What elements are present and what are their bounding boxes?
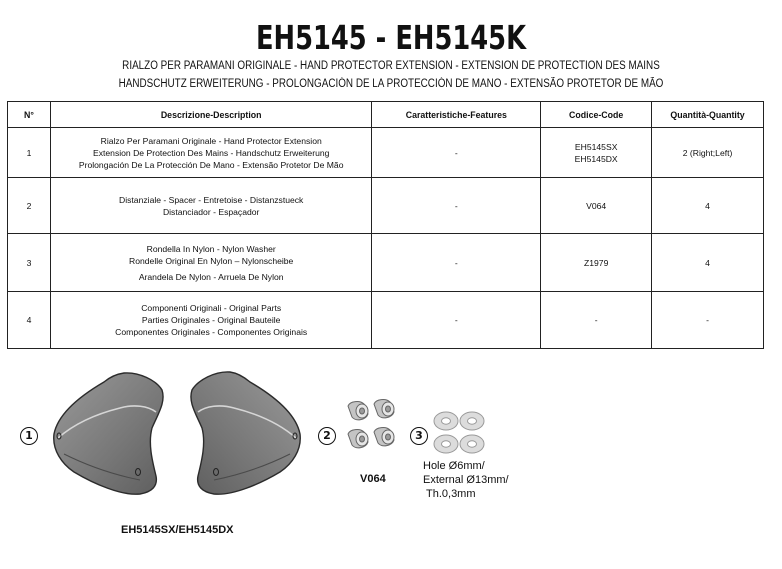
hand-protector-extensions-drawing xyxy=(44,368,314,518)
part2-label: V064 xyxy=(360,473,386,485)
washer-3 xyxy=(434,435,458,453)
row-description: Distanziale - Spacer - Entretoise - Distanzstueck Distanciador - Espaçador xyxy=(50,178,372,234)
row-number: 4 xyxy=(8,292,51,349)
row-quantity: - xyxy=(652,292,764,349)
row-features: - xyxy=(372,234,541,292)
row-code: - xyxy=(541,292,652,349)
row-code: EH5145SX EH5145DX xyxy=(541,128,652,178)
row-number: 3 xyxy=(8,234,51,292)
spacers-drawing xyxy=(342,398,402,460)
row-quantity: 4 xyxy=(652,178,764,234)
right-hand-protector-extension xyxy=(191,372,300,494)
row-features: - xyxy=(372,292,541,349)
row-code: Z1979 xyxy=(541,234,652,292)
table-row xyxy=(8,292,764,349)
row-description: Rialzo Per Paramani Originale - Hand Protector Extension Extension De Protection Des Mains - Handschutz Erweiterung Prolongación De La Protección De Mano - Extensão Protetor De Mão xyxy=(50,128,372,178)
row-quantity: 2 (Right;Left) xyxy=(652,128,764,178)
parts-table xyxy=(7,101,764,349)
row-features: - xyxy=(372,178,541,234)
row-code: V064 xyxy=(541,178,652,234)
row-quantity: 4 xyxy=(652,234,764,292)
row-number: 2 xyxy=(8,178,51,234)
spacer-1 xyxy=(348,402,368,420)
row-description: Rondella In Nylon - Nylon Washer Rondelle Original En Nylon – Nylonscheibe Arandela De Nylon - Arruela De Nylon xyxy=(50,234,372,292)
subtitle-line-1: RIALZO PER PARAMANI ORIGINALE - HAND PROTECTOR EXTENSION - EXTENSION DE PROTECTION DES MAINS xyxy=(122,60,660,72)
callout-2: 2 xyxy=(318,427,336,445)
table-row xyxy=(8,178,764,234)
table-row xyxy=(8,128,764,178)
row-features: - xyxy=(372,128,541,178)
spacer-2 xyxy=(374,400,394,418)
page-title: EH5145 - EH5145K xyxy=(255,18,527,57)
washers-drawing xyxy=(432,410,488,458)
part3-note: Hole Ø6mm/ External Ø13mm/ Th.0,3mm xyxy=(423,460,509,500)
left-hand-protector-extension xyxy=(54,373,163,494)
subtitle-line-2: HANDSCHUTZ ERWEITERUNG - PROLONGACIÓN DE LA PROTECCIÓN DE MANO - EXTENSÃO PROTETOR DE MÃO xyxy=(118,78,664,90)
table-row xyxy=(8,234,764,292)
header-quantity: Quantità-Quantity xyxy=(652,102,764,128)
header-features: Caratteristiche-Features xyxy=(372,102,541,128)
row-description: Componenti Originali - Original Parts Parties Originales - Original Bauteile Componentes Originales - Componentes Originais xyxy=(50,292,372,349)
washer-1 xyxy=(434,412,458,430)
part1-label: EH5145SX/EH5145DX xyxy=(121,524,234,536)
header-number: N° xyxy=(8,102,51,128)
header-code: Codice-Code xyxy=(541,102,652,128)
callout-1: 1 xyxy=(20,427,38,445)
washer-2 xyxy=(460,412,484,430)
row-number: 1 xyxy=(8,128,51,178)
washer-4 xyxy=(460,435,484,453)
table-header-row xyxy=(8,102,764,128)
callout-3: 3 xyxy=(410,427,428,445)
header-description: Descrizione-Description xyxy=(50,102,372,128)
spacer-4 xyxy=(374,428,394,446)
spacer-3 xyxy=(348,430,368,448)
